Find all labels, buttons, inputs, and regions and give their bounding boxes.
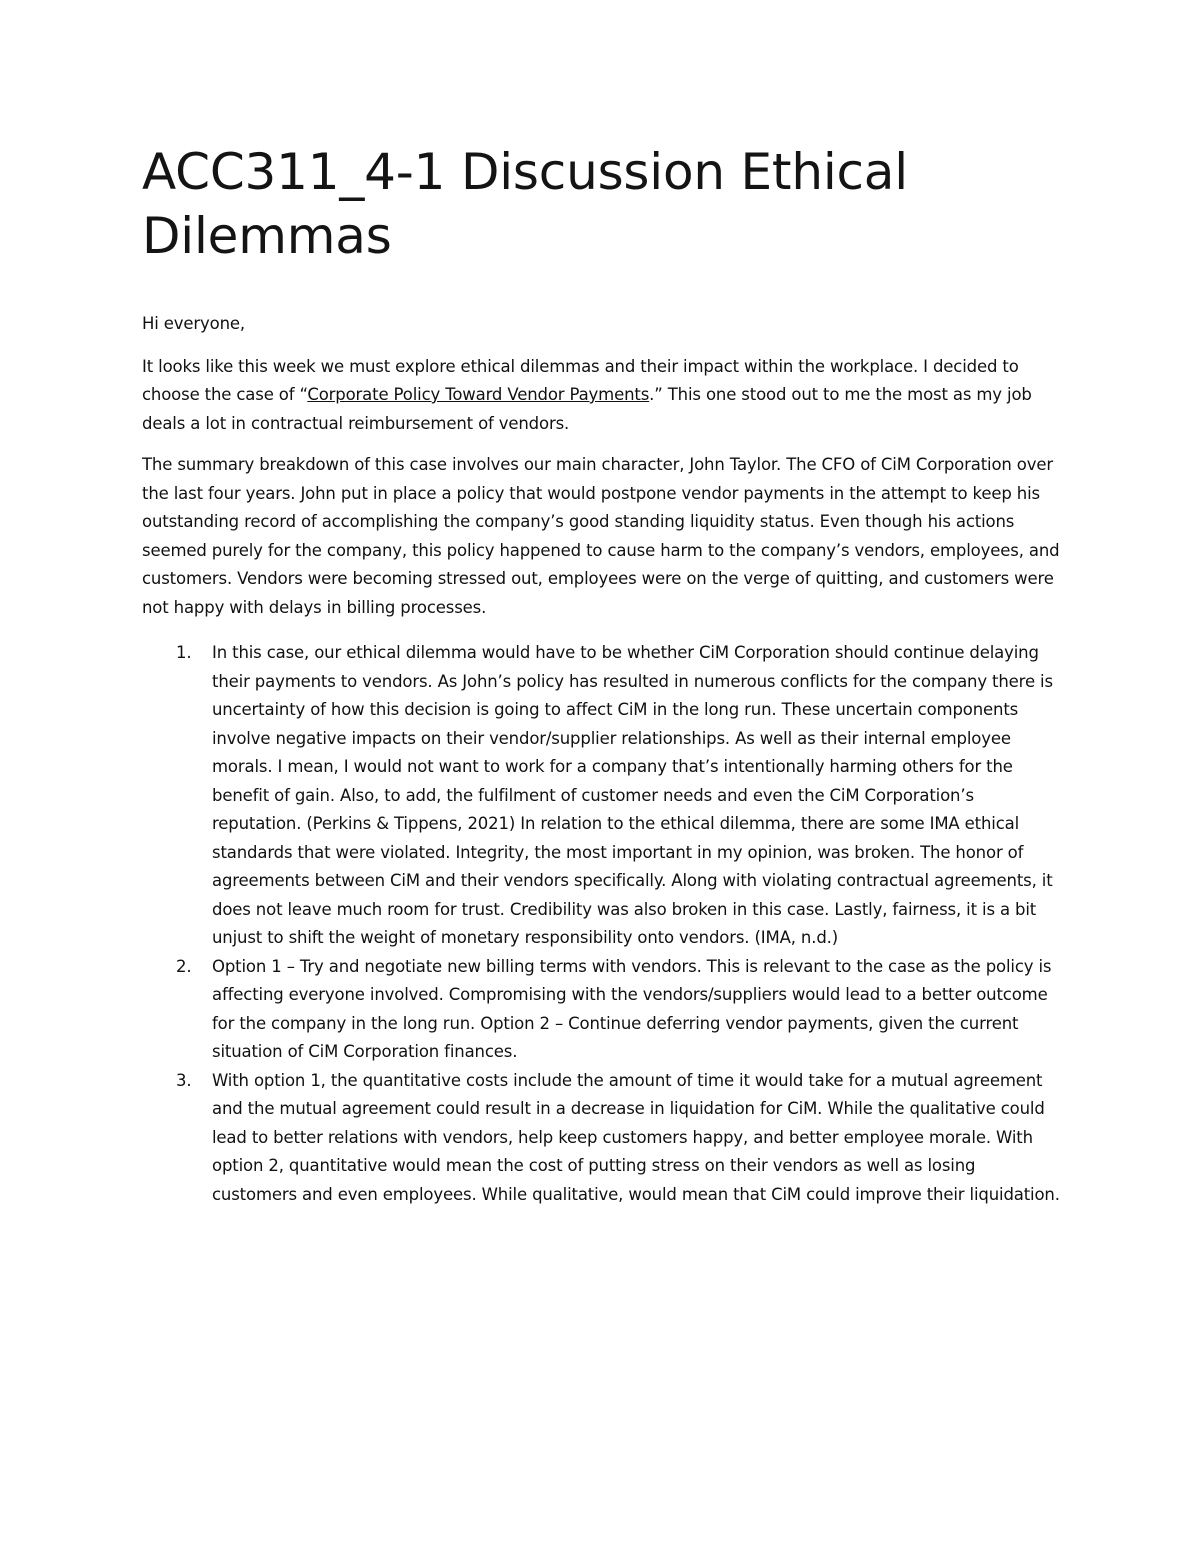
list-item-text: In this case, our ethical dilemma would have to be whether CiM Corporation should continue delaying their payments to vendors. As John’s policy has resulted in numerous conflicts for the company there is uncertainty of how this decision is going to affect CiM in the long run. These uncertain components involve negative impacts on their vendor/supplier relationships. As well as their internal employee morals. I mean, I would not want to work for a company that’s intentionally harming others for the benefit of gain. Also, to add, the fulfilment of customer needs and even the CiM Corporation’s reputation. (Perkins & Tippens, 2021) In relation to the ethical dilemma, there are some IMA ethical standards that were violated. Integrity, the most important in my opinion, was broken. The honor of agreements between CiM and their vendors specifically. Along with violating contractual agreements, it does not leave much room for trust. Credibility was also broken in this case. Lastly, fairness, it is a bit unjust to shift the weight of monetary responsibility onto vendors. (IMA, n.d.)	[212, 643, 1053, 947]
summary-paragraph: The summary breakdown of this case involves our main character, John Taylor. The CFO of CiM Corporation over the last four years. John put in place a policy that would postpone vendor payments in the attempt to keep his outstanding record of accomplishing the company’s good standing liquidity status. Even though his actions seemed purely for the company, this policy happened to cause harm to the company’s vendors, employees, and customers. Vendors were becoming stressed out, employees were on the verge of quitting, and customers were not happy with delays in billing processes.	[142, 455, 1060, 617]
list-item-text: With option 1, the quantitative costs include the amount of time it would take for a mutual agreement and the mutual agreement could result in a decrease in liquidation for CiM. While the qualitative could lead to better relations with vendors, help keep customers happy, and better employee morale. With option 2, quantitative would mean the cost of putting stress on their vendors as well as losing customers and even employees. While qualitative, would mean that CiM could improve their liquidation.	[212, 1070, 1060, 1204]
document-body	[142, 140, 1062, 1205]
list-item-number: 3.	[176, 1070, 192, 1090]
list-item	[142, 639, 1062, 953]
intro-paragraph	[142, 353, 1062, 439]
greeting: Hi everyone,	[142, 314, 246, 333]
intro-text-before-link: It looks like this week we must explore ethical dilemmas and their impact within the workplace. I decided to choose the case of “	[142, 356, 1019, 404]
list-item-number: 2.	[176, 956, 192, 976]
intro-text-after-link: .” This one stood out to me the most as my job deals a lot in contractual reimbursement of vendors.	[142, 385, 1032, 433]
numbered-list	[142, 639, 1062, 1209]
document-title: ACC311_4-1 Discussion Ethical Dilemmas	[142, 143, 908, 265]
list-item	[142, 953, 1062, 1067]
list-item-text: Option 1 – Try and negotiate new billing terms with vendors. This is relevant to the case as the policy is affecting everyone involved. Compromising with the vendors/suppliers would lead to a better outcome for the company in the long run. Option 2 – Continue deferring vendor payments, given the current situation of CiM Corporation finances.	[212, 956, 1052, 1061]
case-link[interactable]: Corporate Policy Toward Vendor Payments	[307, 385, 650, 404]
list-item-number: 1.	[176, 643, 192, 662]
list-item	[142, 1067, 1062, 1210]
